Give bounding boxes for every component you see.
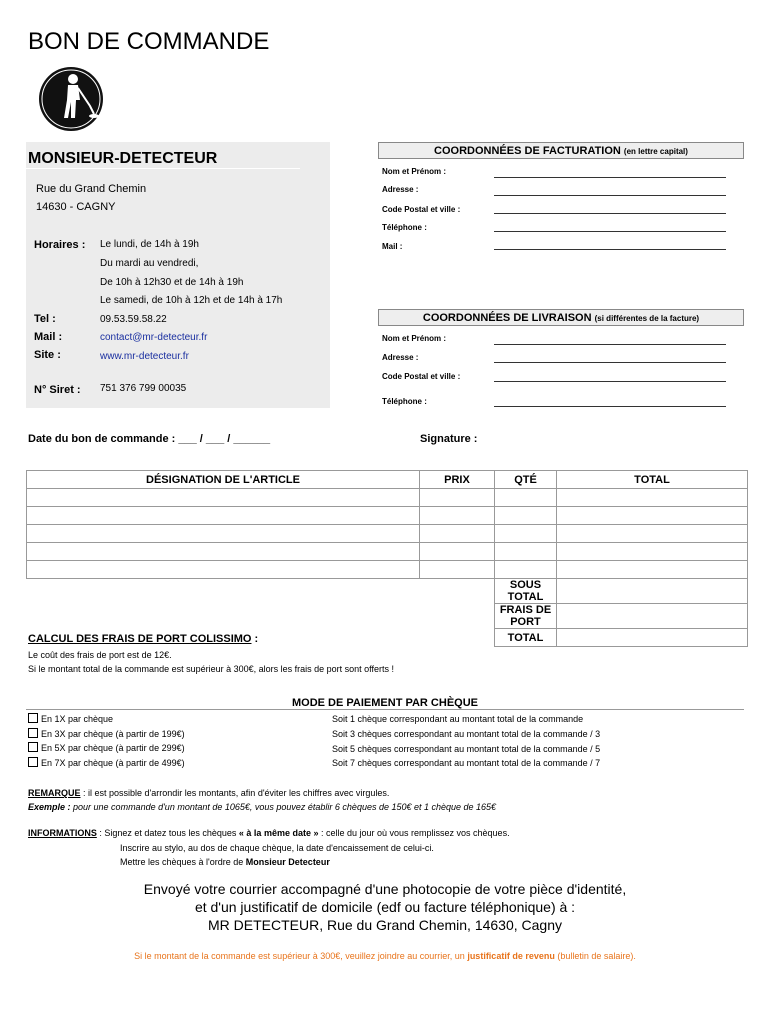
shipping-colon: :: [251, 633, 259, 645]
billing-mail-field[interactable]: [494, 249, 726, 250]
shipping-line-1: Le coût des frais de port est de 12€.: [28, 650, 172, 660]
billing-name-label: Nom et Prénom :: [382, 167, 447, 176]
delivery-address-label: Adresse :: [382, 353, 419, 362]
table-row[interactable]: [27, 543, 748, 561]
billing-mail-label: Mail :: [382, 242, 403, 251]
billing-note: (en lettre capital): [623, 147, 688, 156]
payment-desc-5: Soit 5 chèques correspondant au montant total de la commande / 5: [332, 744, 601, 754]
site-label: Site :: [34, 349, 61, 361]
shipping-section: [28, 633, 258, 645]
billing-title: COORDONNÉES DE FACTURATION: [434, 145, 621, 157]
info-line-3: Mettre les chèques à l'ordre de Monsieur Detecteur: [120, 857, 330, 867]
shipping-value[interactable]: [557, 604, 748, 629]
info-line-2: Inscrire au stylo, au dos de chaque chèque, la date d'encaissement de celui-ci.: [120, 843, 434, 853]
send-instructions: [26, 880, 744, 934]
detectorist-logo-icon: [38, 66, 104, 132]
hours-line: Le samedi, de 10h à 12h et de 14h à 17h: [100, 295, 283, 306]
hours-line: De 10h à 12h30 et de 14h à 19h: [100, 277, 244, 288]
shipping-title: CALCUL DES FRAIS DE PORT COLISSIMO: [28, 633, 252, 645]
page-title: BON DE COMMANDE: [28, 28, 270, 55]
billing-phone-label: Téléphone :: [382, 223, 427, 232]
table-row[interactable]: [27, 561, 748, 579]
info-line-1: INFORMATIONS : Signez et datez tous les chèques « à la même date » : celle du jour où vous remplissez vos chèques.: [28, 828, 510, 838]
hours-line: Du mardi au vendredi,: [100, 258, 199, 269]
signature-label: Signature :: [420, 433, 478, 445]
shipping-line-2: Si le montant total de la commande est supérieur à 300€, alors les frais de port sont offerts !: [28, 664, 395, 674]
delivery-title: COORDONNÉES DE LIVRAISON: [422, 312, 592, 324]
delivery-phone-field[interactable]: [494, 406, 726, 407]
tel-value: 09.53.59.58.22: [100, 314, 167, 325]
billing-name-field[interactable]: [494, 177, 726, 178]
send-line-1: Envoyé votre courrier accompagné d'une photocopie de votre pièce d'identité,: [143, 881, 627, 897]
total-label: TOTAL: [495, 629, 557, 647]
checkbox-icon[interactable]: [28, 728, 38, 738]
table-row[interactable]: [27, 507, 748, 525]
billing-address-label: Adresse :: [382, 185, 419, 194]
order-date[interactable]: Date du bon de commande : ___ / ___ / ______: [28, 433, 271, 445]
billing-postal-label: Code Postal et ville :: [382, 205, 461, 214]
checkbox-icon[interactable]: [28, 713, 38, 723]
header-designation: DÉSIGNATION DE L'ARTICLE: [27, 471, 420, 489]
checkbox-icon[interactable]: [28, 742, 38, 752]
send-line-2: et d'un justificatif de domicile (edf ou facture téléphonique) à :: [194, 899, 576, 915]
billing-address-field[interactable]: [494, 195, 726, 196]
table-row[interactable]: [27, 489, 748, 507]
checkbox-icon[interactable]: [28, 757, 38, 767]
tel-label: Tel :: [34, 313, 56, 325]
payment-option-3[interactable]: En 3X par chèque (à partir de 199€): [28, 728, 185, 739]
subtotal-label: SOUS TOTAL: [495, 579, 557, 604]
footer-note: Si le montant de la commande est supérieur à 300€, veuillez joindre au courrier, un justificatif de revenu (bulletin de salaire).: [134, 951, 636, 961]
delivery-phone-label: Téléphone :: [382, 397, 427, 406]
payment-option-1[interactable]: En 1X par chèque: [28, 713, 113, 724]
payment-option-5[interactable]: En 5X par chèque (à partir de 299€): [28, 742, 185, 753]
shop-info-box: [26, 142, 330, 408]
siret-label: N° Siret :: [34, 384, 81, 396]
billing-postal-field[interactable]: [494, 213, 726, 214]
delivery-address-field[interactable]: [494, 362, 726, 363]
total-value[interactable]: [557, 629, 748, 647]
delivery-postal-field[interactable]: [494, 381, 726, 382]
delivery-note: (si différentes de la facture): [594, 314, 700, 323]
payment-desc-1: Soit 1 chèque correspondant au montant total de la commande: [332, 714, 584, 724]
remark: [28, 788, 389, 798]
header-qty: QTÉ: [495, 471, 557, 489]
remark-label: REMARQUE: [28, 788, 81, 798]
payment-title: MODE DE PAIEMENT PAR CHÈQUE: [26, 697, 744, 710]
mail-label: Mail :: [34, 331, 63, 343]
remark-text: : il est possible d'arrondir les montants, afin d'éviter les chiffres avec virgules.: [80, 788, 390, 798]
delivery-postal-label: Code Postal et ville :: [382, 372, 461, 381]
subtotal-value[interactable]: [557, 579, 748, 604]
shop-name: MONSIEUR-DETECTEUR: [28, 150, 218, 167]
payment-desc-7: Soit 7 chèques correspondant au montant total de la commande / 7: [332, 758, 601, 768]
delivery-name-field[interactable]: [494, 344, 726, 345]
payment-desc-3: Soit 3 chèques correspondant au montant total de la commande / 3: [332, 729, 601, 739]
billing-phone-field[interactable]: [494, 231, 726, 232]
info-label: INFORMATIONS: [28, 828, 97, 838]
remark-example: [28, 802, 496, 812]
hours-line: Le lundi, de 14h à 19h: [100, 239, 199, 250]
header-price: PRIX: [420, 471, 495, 489]
example-label: Exemple :: [28, 802, 71, 812]
shipping-label: FRAIS DE PORT: [495, 604, 557, 629]
table-row[interactable]: [27, 525, 748, 543]
site-link[interactable]: www.mr-detecteur.fr: [100, 351, 189, 362]
items-table: [26, 470, 748, 647]
mail-link[interactable]: contact@mr-detecteur.fr: [100, 332, 208, 343]
header-total: TOTAL: [557, 471, 748, 489]
send-line-3: MR DETECTEUR, Rue du Grand Chemin, 14630, Cagny: [207, 917, 563, 933]
billing-header: [378, 142, 744, 159]
delivery-name-label: Nom et Prénom :: [382, 334, 447, 343]
shop-address-2: 14630 - CAGNY: [36, 201, 116, 213]
hours-label: Horaires :: [34, 239, 86, 251]
siret-value: 751 376 799 00035: [100, 383, 187, 394]
example-text: pour une commande d'un montant de 1065€, vous pouvez établir 6 chèques de 150€ et 1 chèque de 165€: [70, 802, 497, 812]
shop-address-1: Rue du Grand Chemin: [36, 183, 147, 195]
delivery-header: [378, 309, 744, 326]
payment-option-7[interactable]: En 7X par chèque (à partir de 499€): [28, 757, 185, 768]
